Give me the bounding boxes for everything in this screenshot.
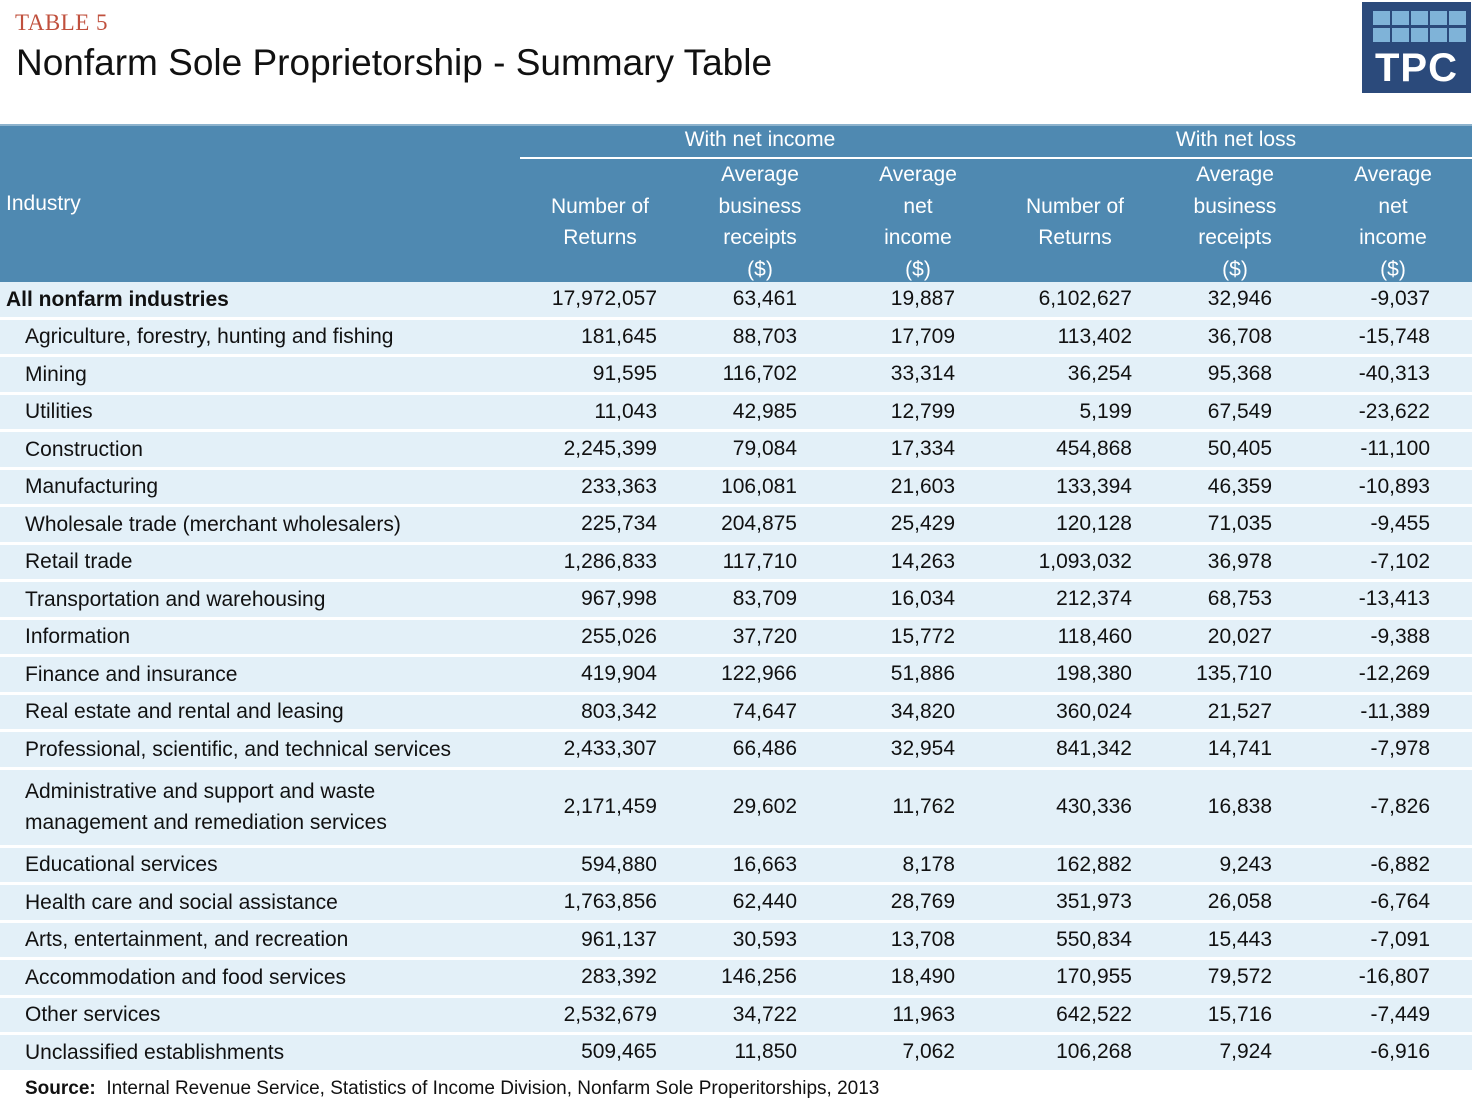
value-cell: -9,388 xyxy=(1370,624,1430,648)
page-title: Nonfarm Sole Proprietorship - Summary Table xyxy=(16,42,773,83)
value-cell: 225,734 xyxy=(581,512,657,536)
column-header-line: receipts xyxy=(1198,226,1272,249)
value-cell: 74,647 xyxy=(732,699,797,723)
table-row xyxy=(0,1035,1472,1073)
table-row xyxy=(0,770,1472,848)
industry-cell: Health care and social assistance xyxy=(25,890,338,914)
value-cell: 95,368 xyxy=(1207,362,1272,386)
table-row xyxy=(0,657,1472,695)
value-cell: 63,461 xyxy=(732,287,797,311)
value-cell: 21,527 xyxy=(1207,699,1272,723)
value-cell: 37,720 xyxy=(732,624,797,648)
value-cell: 419,904 xyxy=(581,662,657,686)
value-cell: 351,973 xyxy=(1056,890,1132,914)
group-header-net-income: With net income xyxy=(684,128,836,151)
logo-square xyxy=(1430,11,1447,25)
value-cell: 2,532,679 xyxy=(563,1002,657,1026)
table-row xyxy=(0,432,1472,470)
value-cell: 550,834 xyxy=(1056,927,1132,951)
value-cell: 11,963 xyxy=(892,1002,955,1026)
industry-cell: Real estate and rental and leasing xyxy=(25,700,344,724)
value-cell: 135,710 xyxy=(1196,662,1272,686)
value-cell: 32,954 xyxy=(890,737,955,761)
value-cell: 16,838 xyxy=(1207,795,1272,818)
group-header-net-loss: With net loss xyxy=(1175,128,1297,151)
value-cell: 62,440 xyxy=(732,890,797,914)
column-header-line: receipts xyxy=(723,226,797,249)
value-cell: 17,972,057 xyxy=(551,287,657,311)
value-cell: 113,402 xyxy=(1057,324,1132,348)
value-cell: 17,334 xyxy=(890,437,955,461)
column-header-line: Average xyxy=(1196,163,1274,186)
value-cell: 15,772 xyxy=(890,624,955,648)
value-cell: -7,091 xyxy=(1370,927,1430,951)
value-cell: 961,137 xyxy=(581,927,657,951)
table-body xyxy=(0,282,1472,1073)
value-cell: 79,084 xyxy=(732,437,797,461)
value-cell: 233,363 xyxy=(581,474,657,498)
column-header-line: Returns xyxy=(563,226,637,249)
value-cell: -13,413 xyxy=(1358,587,1430,611)
industry-cell: Wholesale trade (merchant wholesalers) xyxy=(25,512,401,536)
value-cell: 16,034 xyxy=(890,587,955,611)
source-text: Internal Revenue Service, Statistics of Income Division, Nonfarm Sole Properitorships, 2013 xyxy=(106,1078,880,1099)
value-cell: 594,880 xyxy=(581,852,657,876)
industry-cell: Agriculture, forestry, hunting and fishing xyxy=(25,325,394,349)
column-header-line: income xyxy=(1359,226,1427,249)
table-label: TABLE 5 xyxy=(15,10,109,35)
table-row-total xyxy=(0,282,1472,320)
logo-square xyxy=(1411,11,1428,25)
industry-cell: Utilities xyxy=(25,400,93,424)
column-header-industry: Industry xyxy=(6,192,81,215)
value-cell: 34,820 xyxy=(890,699,955,723)
column-header-line: net xyxy=(1378,194,1408,218)
table-row xyxy=(0,545,1472,583)
value-cell: 33,314 xyxy=(890,362,955,386)
industry-cell: Arts, entertainment, and recreation xyxy=(25,928,349,952)
industry-cell: Finance and insurance xyxy=(25,662,238,686)
value-cell: -12,269 xyxy=(1358,662,1430,686)
table-row xyxy=(0,732,1472,770)
value-cell: 120,128 xyxy=(1056,512,1132,536)
value-cell: 18,490 xyxy=(890,965,955,989)
value-cell: 79,572 xyxy=(1207,965,1272,989)
value-cell: 14,741 xyxy=(1207,737,1272,761)
value-cell: -23,622 xyxy=(1358,399,1430,423)
column-header-line: net xyxy=(903,194,933,218)
industry-cell: Unclassified establishments xyxy=(25,1040,285,1064)
source-note xyxy=(25,1078,879,1100)
value-cell: 66,486 xyxy=(732,737,797,761)
value-cell: 15,443 xyxy=(1207,927,1272,951)
value-cell: 642,522 xyxy=(1056,1002,1132,1026)
value-cell: -6,916 xyxy=(1370,1040,1430,1064)
value-cell: 34,722 xyxy=(732,1002,797,1026)
value-cell: 181,645 xyxy=(581,324,657,348)
industry-cell: Transportation and warehousing xyxy=(25,587,326,611)
value-cell: 91,595 xyxy=(592,362,657,386)
column-header-line: Returns xyxy=(1038,226,1112,249)
value-cell: -9,455 xyxy=(1370,512,1430,536)
column-header-line: Number of xyxy=(550,194,650,218)
column-header-line: Number of xyxy=(1025,194,1125,218)
logo-square xyxy=(1449,11,1466,25)
value-cell: 32,946 xyxy=(1207,287,1272,311)
table-row xyxy=(0,357,1472,395)
value-cell: 11,762 xyxy=(892,795,955,818)
industry-cell: Mining xyxy=(25,362,87,386)
logo-square xyxy=(1449,28,1466,42)
table-row xyxy=(0,582,1472,620)
value-cell: 283,392 xyxy=(581,965,657,989)
value-cell: 2,245,399 xyxy=(563,437,657,461)
table-row xyxy=(0,960,1472,998)
value-cell: 11,850 xyxy=(734,1040,797,1064)
value-cell: 255,026 xyxy=(581,624,657,648)
value-cell: 7,062 xyxy=(902,1040,955,1064)
column-header-line: business xyxy=(718,194,802,218)
value-cell: 803,342 xyxy=(581,699,657,723)
value-cell: 17,709 xyxy=(890,324,955,348)
value-cell: 133,394 xyxy=(1056,474,1132,498)
value-cell: 967,998 xyxy=(581,587,657,611)
value-cell: 36,978 xyxy=(1207,549,1272,573)
value-cell: -7,826 xyxy=(1370,795,1430,818)
value-cell: 7,924 xyxy=(1219,1040,1272,1064)
value-cell: 118,460 xyxy=(1057,624,1132,648)
value-cell: 19,887 xyxy=(890,287,955,311)
industry-cell: All nonfarm industries xyxy=(6,287,229,311)
value-cell: 14,263 xyxy=(890,549,955,573)
value-cell: -16,807 xyxy=(1358,965,1430,989)
value-cell: -9,037 xyxy=(1370,287,1430,311)
value-cell: 1,286,833 xyxy=(563,549,657,573)
value-cell: -6,882 xyxy=(1370,852,1430,876)
value-cell: -7,102 xyxy=(1370,549,1430,573)
value-cell: 170,955 xyxy=(1056,965,1132,989)
industry-cell: Other services xyxy=(25,1003,161,1027)
logo-square xyxy=(1392,28,1409,42)
industry-cell: Educational services xyxy=(25,853,218,877)
value-cell: 36,708 xyxy=(1207,324,1272,348)
value-cell: 26,058 xyxy=(1207,890,1272,914)
value-cell: 28,769 xyxy=(890,890,955,914)
value-cell: 68,753 xyxy=(1207,587,1272,611)
value-cell: 12,799 xyxy=(890,399,955,423)
value-cell: 146,256 xyxy=(721,965,797,989)
industry-cell: Retail trade xyxy=(25,550,133,574)
value-cell: 8,178 xyxy=(902,852,955,876)
value-cell: 29,602 xyxy=(732,795,797,818)
table-row xyxy=(0,620,1472,658)
value-cell: 117,710 xyxy=(722,549,797,573)
tpc-logo xyxy=(1362,2,1471,93)
value-cell: 67,549 xyxy=(1207,399,1272,423)
value-cell: 2,171,459 xyxy=(563,795,657,818)
table-row xyxy=(0,395,1472,433)
column-header-line: Average xyxy=(879,163,957,186)
value-cell: 16,663 xyxy=(732,852,797,876)
value-cell: 20,027 xyxy=(1207,624,1272,648)
industry-cell: Manufacturing xyxy=(25,475,159,499)
logo-square xyxy=(1430,28,1447,42)
value-cell: 51,886 xyxy=(890,662,955,686)
column-header-line: business xyxy=(1193,194,1277,218)
value-cell: 13,708 xyxy=(890,927,955,951)
value-cell: 122,966 xyxy=(721,662,797,686)
value-cell: 106,268 xyxy=(1056,1040,1132,1064)
value-cell: 36,254 xyxy=(1067,362,1132,386)
value-cell: 46,359 xyxy=(1207,474,1272,498)
value-cell: 42,985 xyxy=(732,399,797,423)
logo-square xyxy=(1373,11,1390,25)
column-header-line: ($) xyxy=(1380,257,1406,281)
value-cell: -7,978 xyxy=(1370,737,1430,761)
value-cell: 25,429 xyxy=(890,512,955,536)
value-cell: 71,035 xyxy=(1207,512,1272,536)
value-cell: 50,405 xyxy=(1207,437,1272,461)
value-cell: 1,763,856 xyxy=(563,890,657,914)
value-cell: 11,043 xyxy=(594,399,657,423)
column-header-line: ($) xyxy=(747,257,773,281)
table-row xyxy=(0,923,1472,961)
value-cell: 454,868 xyxy=(1056,437,1132,461)
column-header-line: Average xyxy=(721,163,799,186)
logo-square xyxy=(1411,28,1428,42)
value-cell: 83,709 xyxy=(732,587,797,611)
industry-cell: Construction xyxy=(25,437,143,461)
value-cell: 21,603 xyxy=(890,474,955,498)
value-cell: 841,342 xyxy=(1056,737,1132,761)
value-cell: 5,199 xyxy=(1079,399,1132,423)
table-row xyxy=(0,695,1472,733)
column-header-line: Average xyxy=(1354,163,1432,186)
value-cell: 204,875 xyxy=(721,512,797,536)
industry-cell: Accommodation and food services xyxy=(25,965,346,989)
value-cell: 15,716 xyxy=(1207,1002,1272,1026)
column-header-line: income xyxy=(884,226,952,249)
table-header xyxy=(0,124,1472,283)
logo-text: TPC xyxy=(1375,46,1458,90)
value-cell: 198,380 xyxy=(1056,662,1132,686)
value-cell: 509,465 xyxy=(581,1040,657,1064)
value-cell: 1,093,032 xyxy=(1038,549,1132,573)
value-cell: 88,703 xyxy=(732,324,797,348)
industry-cell: Information xyxy=(25,625,131,649)
source-label: Source: xyxy=(25,1078,96,1099)
value-cell: 2,433,307 xyxy=(563,737,657,761)
logo-square xyxy=(1392,11,1409,25)
value-cell: -7,449 xyxy=(1370,1002,1430,1026)
table-row xyxy=(0,848,1472,886)
industry-cell: Administrative and support and waste management and remediation services xyxy=(25,780,387,834)
value-cell: 116,702 xyxy=(722,362,797,386)
table-row xyxy=(0,998,1472,1036)
value-cell: 30,593 xyxy=(732,927,797,951)
table-row xyxy=(0,885,1472,923)
value-cell: -10,893 xyxy=(1358,474,1430,498)
table-row xyxy=(0,320,1472,358)
table-row xyxy=(0,507,1472,545)
value-cell: -11,100 xyxy=(1360,437,1430,461)
table-row xyxy=(0,470,1472,508)
value-cell: 6,102,627 xyxy=(1038,287,1132,311)
value-cell: 106,081 xyxy=(721,474,797,498)
value-cell: 162,882 xyxy=(1056,852,1132,876)
value-cell: 430,336 xyxy=(1056,795,1132,818)
value-cell: -40,313 xyxy=(1358,362,1430,386)
column-header-line: ($) xyxy=(905,257,931,281)
column-header-line: ($) xyxy=(1222,257,1248,281)
value-cell: -11,389 xyxy=(1360,699,1430,723)
value-cell: 9,243 xyxy=(1219,852,1272,876)
value-cell: -15,748 xyxy=(1358,324,1430,348)
value-cell: 360,024 xyxy=(1056,699,1132,723)
logo-square xyxy=(1373,28,1390,42)
value-cell: -6,764 xyxy=(1370,890,1430,914)
industry-cell: Professional, scientific, and technical services xyxy=(25,737,452,761)
value-cell: 212,374 xyxy=(1056,587,1132,611)
